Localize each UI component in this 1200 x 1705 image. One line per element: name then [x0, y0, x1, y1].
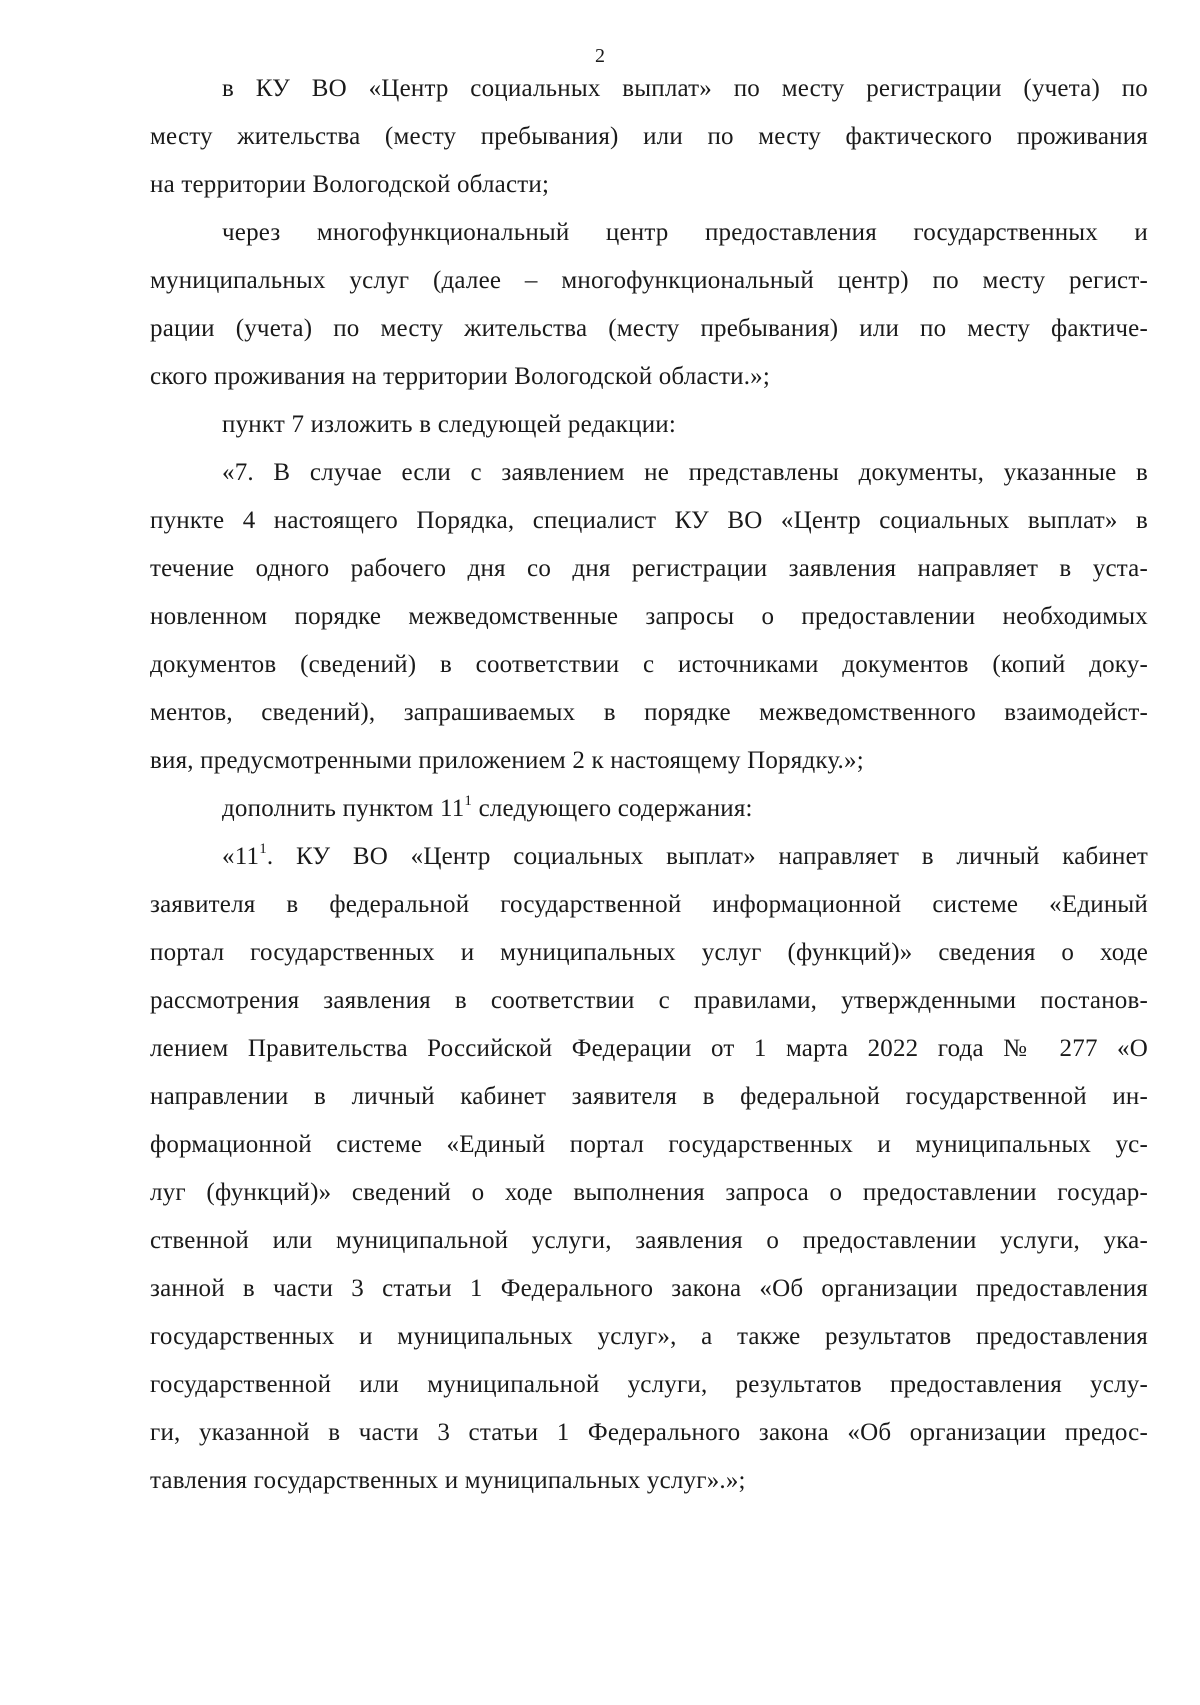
text-line: ского проживания на территории Вологодской области.»; — [150, 363, 770, 390]
text-line: месту жительства (месту пребывания) или по месту фактического проживания — [150, 123, 1148, 150]
paragraph-service-office — [150, 65, 1148, 209]
text-line: документов (сведений) в соответствии с источниками документов (копий доку- — [150, 651, 1148, 678]
text-line: пункте 4 настоящего Порядка, специалист КУ ВО «Центр социальных выплат» в — [150, 507, 1148, 534]
text-line: рассмотрения заявления в соответствии с правилами, утвержденными постанов- — [150, 987, 1148, 1014]
text-line: луг (функций)» сведений о ходе выполнения запроса о предоставлении государ- — [150, 1179, 1148, 1206]
text-line: государственной или муниципальной услуги, результатов предоставления услу- — [150, 1371, 1148, 1398]
text-line: муниципальных услуг (далее – многофункциональный центр) по месту регист- — [150, 267, 1148, 294]
text-line: государственных и муниципальных услуг», а также результатов предоставления — [150, 1323, 1148, 1350]
paragraph-item-7 — [150, 449, 1148, 785]
text-line — [150, 833, 1148, 881]
text-line: ментов, сведений), запрашиваемых в порядке межведомственного взаимодейст- — [150, 699, 1148, 726]
text-line: занной в части 3 статьи 1 Федерального закона «Об организации предоставления — [150, 1275, 1148, 1302]
text-line: тавления государственных и муниципальных услуг».»; — [150, 1467, 746, 1494]
text-fragment: «11 — [222, 843, 260, 870]
text-line: в КУ ВО «Центр социальных выплат» по месту регистрации (учета) по — [222, 75, 1148, 102]
text-fragment: дополнить пунктом 11 — [222, 795, 465, 822]
text-line: портал государственных и муниципальных услуг (функций)» сведения о ходе — [150, 939, 1148, 966]
text-line: направлении в личный кабинет заявителя в федеральной государственной ин- — [150, 1083, 1148, 1110]
text-line: на территории Вологодской области; — [150, 171, 550, 198]
text-line: формационной системе «Единый портал государственных и муниципальных ус- — [150, 1131, 1148, 1158]
document-body — [150, 65, 1148, 1505]
text-line: новленном порядке межведомственные запросы о предоставлении необходимых — [150, 603, 1148, 630]
text-line: «7. В случае если с заявлением не представлены документы, указанные в — [222, 459, 1148, 486]
superscript: 1 — [259, 841, 267, 857]
text-line: ги, указанной в части 3 статьи 1 Федерального закона «Об организации предос- — [150, 1419, 1148, 1446]
text-line: заявителя в федеральной государственной информационной системе «Единый — [150, 891, 1148, 918]
paragraph-item-11-1-intro — [150, 785, 1148, 833]
paragraph-item-7-intro — [150, 401, 1148, 449]
text-line: вия, предусмотренными приложением 2 к настоящему Порядку.»; — [150, 747, 864, 774]
text-line: пункт 7 изложить в следующей редакции: — [222, 411, 677, 438]
page-number: 2 — [595, 45, 605, 67]
superscript: 1 — [464, 793, 473, 809]
text-line: течение одного рабочего дня со дня регистрации заявления направляет в уста- — [150, 555, 1148, 582]
text-fragment: . КУ ВО «Центр социальных выплат» направляет в личный кабинет — [266, 843, 1148, 870]
text-line: ственной или муниципальной услуги, заявления о предоставлении услуги, ука- — [150, 1227, 1148, 1254]
text-fragment: следующего содержания: — [472, 795, 753, 822]
text-line: лением Правительства Российской Федерации от 1 марта 2022 года № 277 «О — [150, 1035, 1148, 1062]
text-line: рации (учета) по месту жительства (месту пребывания) или по месту фактиче- — [150, 315, 1148, 342]
text-line: через многофункциональный центр предоставления государственных и — [222, 219, 1148, 246]
text-line — [150, 785, 1148, 833]
paragraph-mfc — [150, 209, 1148, 401]
paragraph-item-11-1 — [150, 833, 1148, 1505]
